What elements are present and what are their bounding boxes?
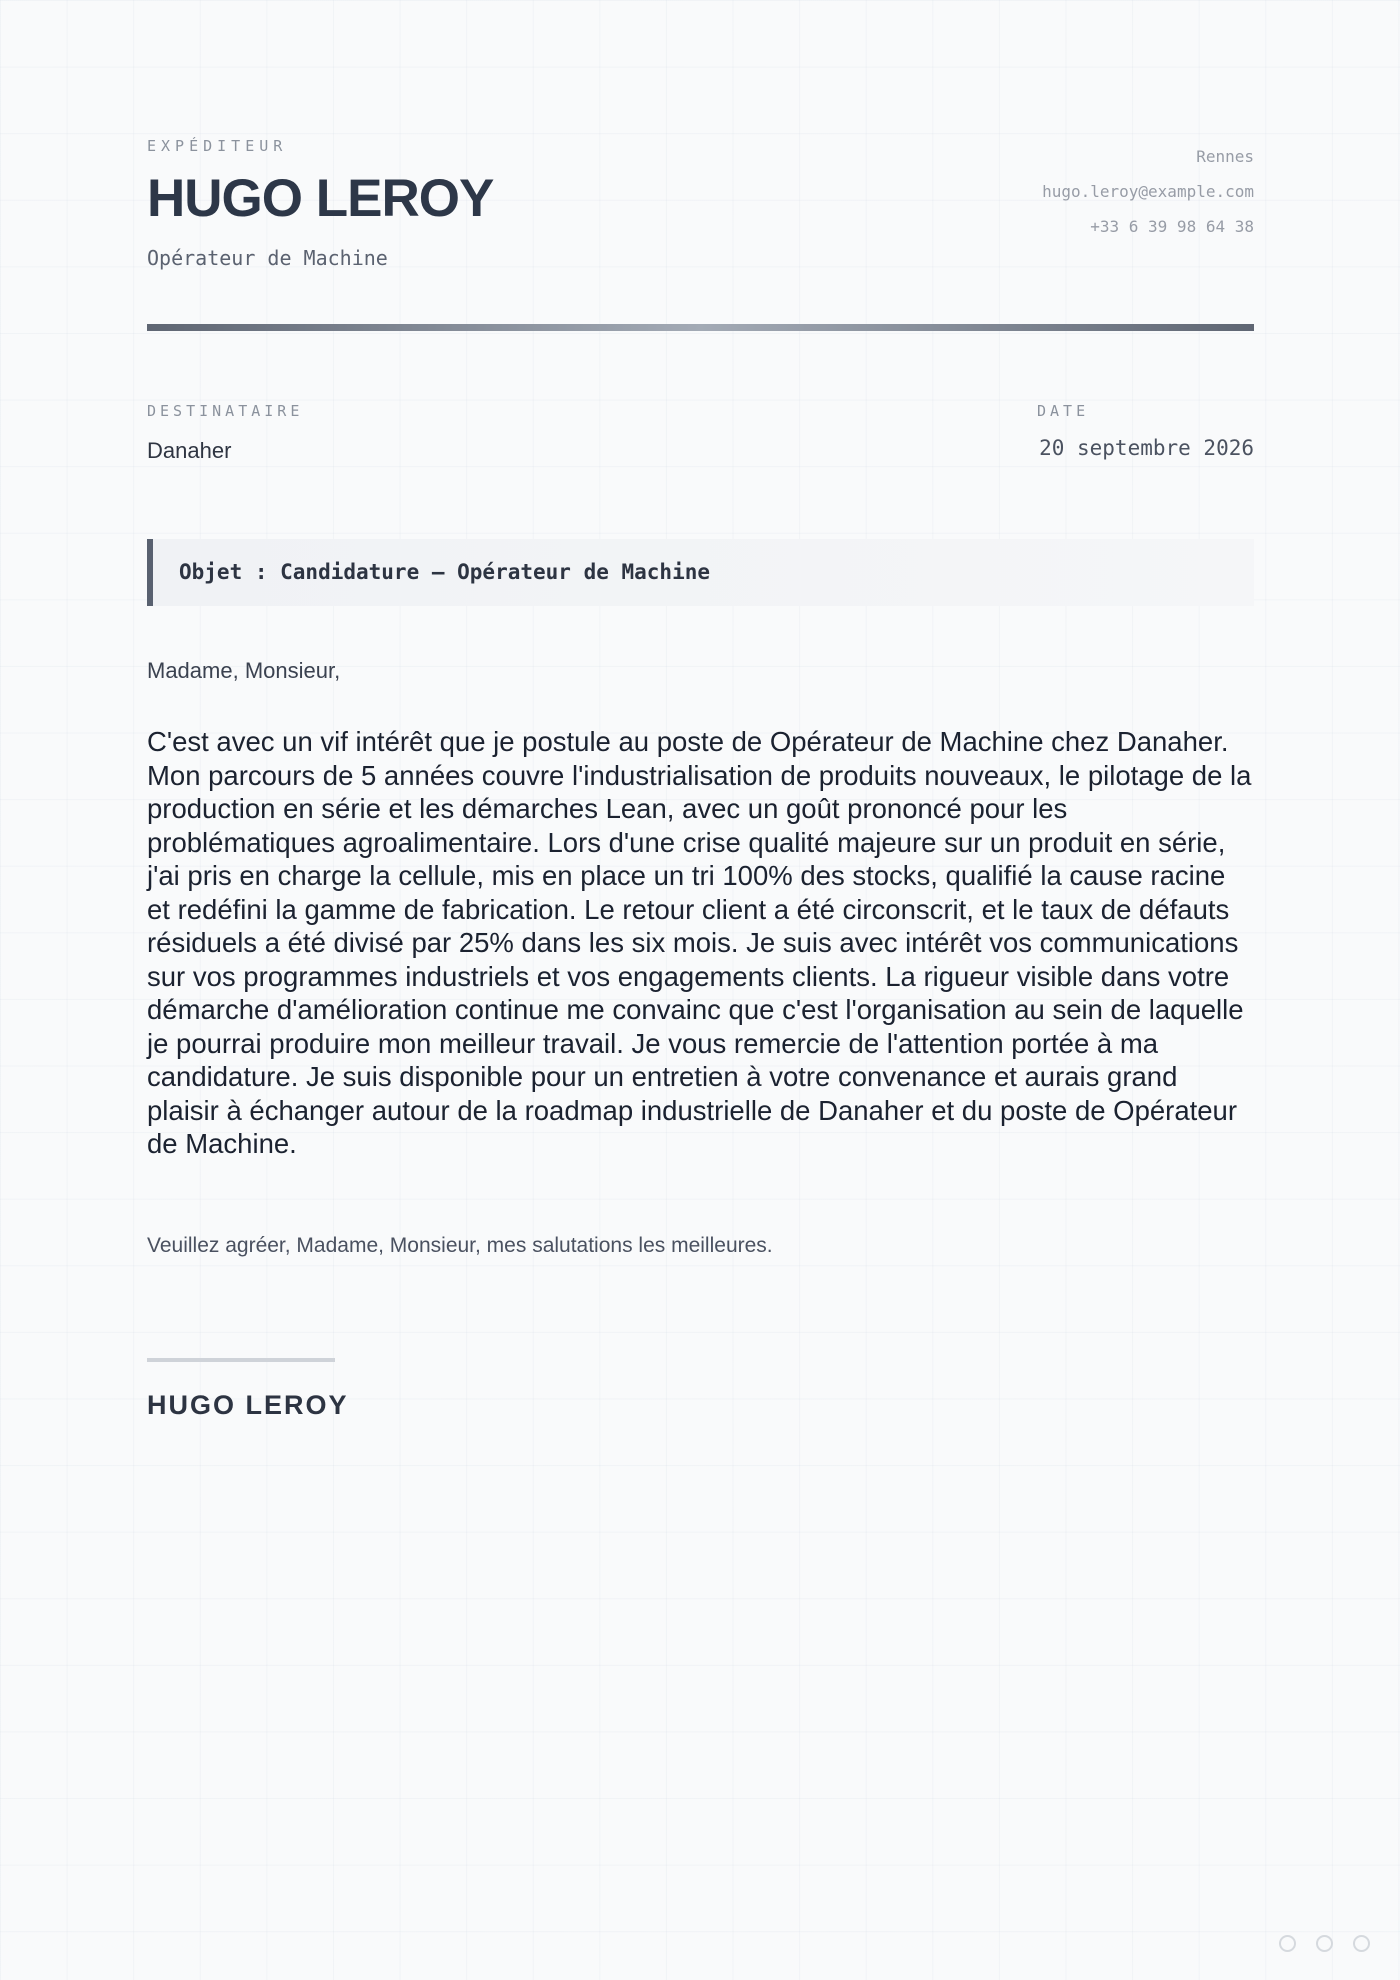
sender-contact xyxy=(1042,139,1254,244)
date-value: 20 septembre 2026 xyxy=(1039,436,1254,460)
page-dot xyxy=(1316,1935,1333,1952)
letter-body: C'est avec un vif intérêt que je postule au poste de Opérateur de Machine chez Danaher. Mon parcours de 5 années couvre l'industrialisation de produits nouveaux, le pilotage de la production en série et les démarches Lean, avec un goût prononcé pour les problématiques agroalimentaire. Lors d'une crise qualité majeure sur un produit en série, j'ai pris en charge la cellule, mis en place un tri 100% des stocks, qualifié la cause racine et redéfini la gamme de fabrication. Le retour client a été circonscrit, et le taux de défauts résiduels a été divisé par 25% dans les six mois. Je suis avec intérêt vos communications sur vos programmes industriels et vos engagements clients. La rigueur visible dans votre démarche d'amélioration continue me convainc que c'est l'organisation au sein de laquelle je pourrai produire mon meilleur travail. Je vous remercie de l'attention portée à ma candidature. Je suis disponible pour un entretien à votre convenance et aurais grand plaisir à échanger autour de la roadmap industrielle de Danaher et du poste de Opérateur de Machine. xyxy=(147,726,1252,1159)
salutation: Madame, Monsieur, xyxy=(147,658,341,683)
sender-role: Opérateur de Machine xyxy=(147,246,388,270)
recipient-label: DESTINATAIRE xyxy=(147,402,304,420)
header-divider xyxy=(147,324,1254,331)
sender-city: Rennes xyxy=(1196,147,1254,166)
subject-line: Objet : Candidature — Opérateur de Machine xyxy=(179,560,711,584)
date-label: DATE xyxy=(1037,402,1090,420)
closing-line: Veuillez agréer, Madame, Monsieur, mes salutations les meilleures. xyxy=(147,1234,773,1257)
subject-box xyxy=(147,539,1254,606)
recipient-name: Danaher xyxy=(147,438,232,463)
letter-page xyxy=(147,0,1254,1980)
signature-name: HUGO LEROY xyxy=(147,1390,349,1420)
page-dot xyxy=(1279,1935,1296,1952)
page-dot xyxy=(1353,1935,1370,1952)
sender-email[interactable]: hugo.leroy@example.com xyxy=(1042,182,1254,201)
page-indicator xyxy=(1279,1935,1370,1952)
sender-label: EXPÉDITEUR xyxy=(147,137,288,155)
sender-name: HUGO LEROY xyxy=(147,169,494,228)
signature-divider xyxy=(147,1358,335,1362)
sender-phone[interactable]: +33 6 39 98 64 38 xyxy=(1090,217,1254,236)
